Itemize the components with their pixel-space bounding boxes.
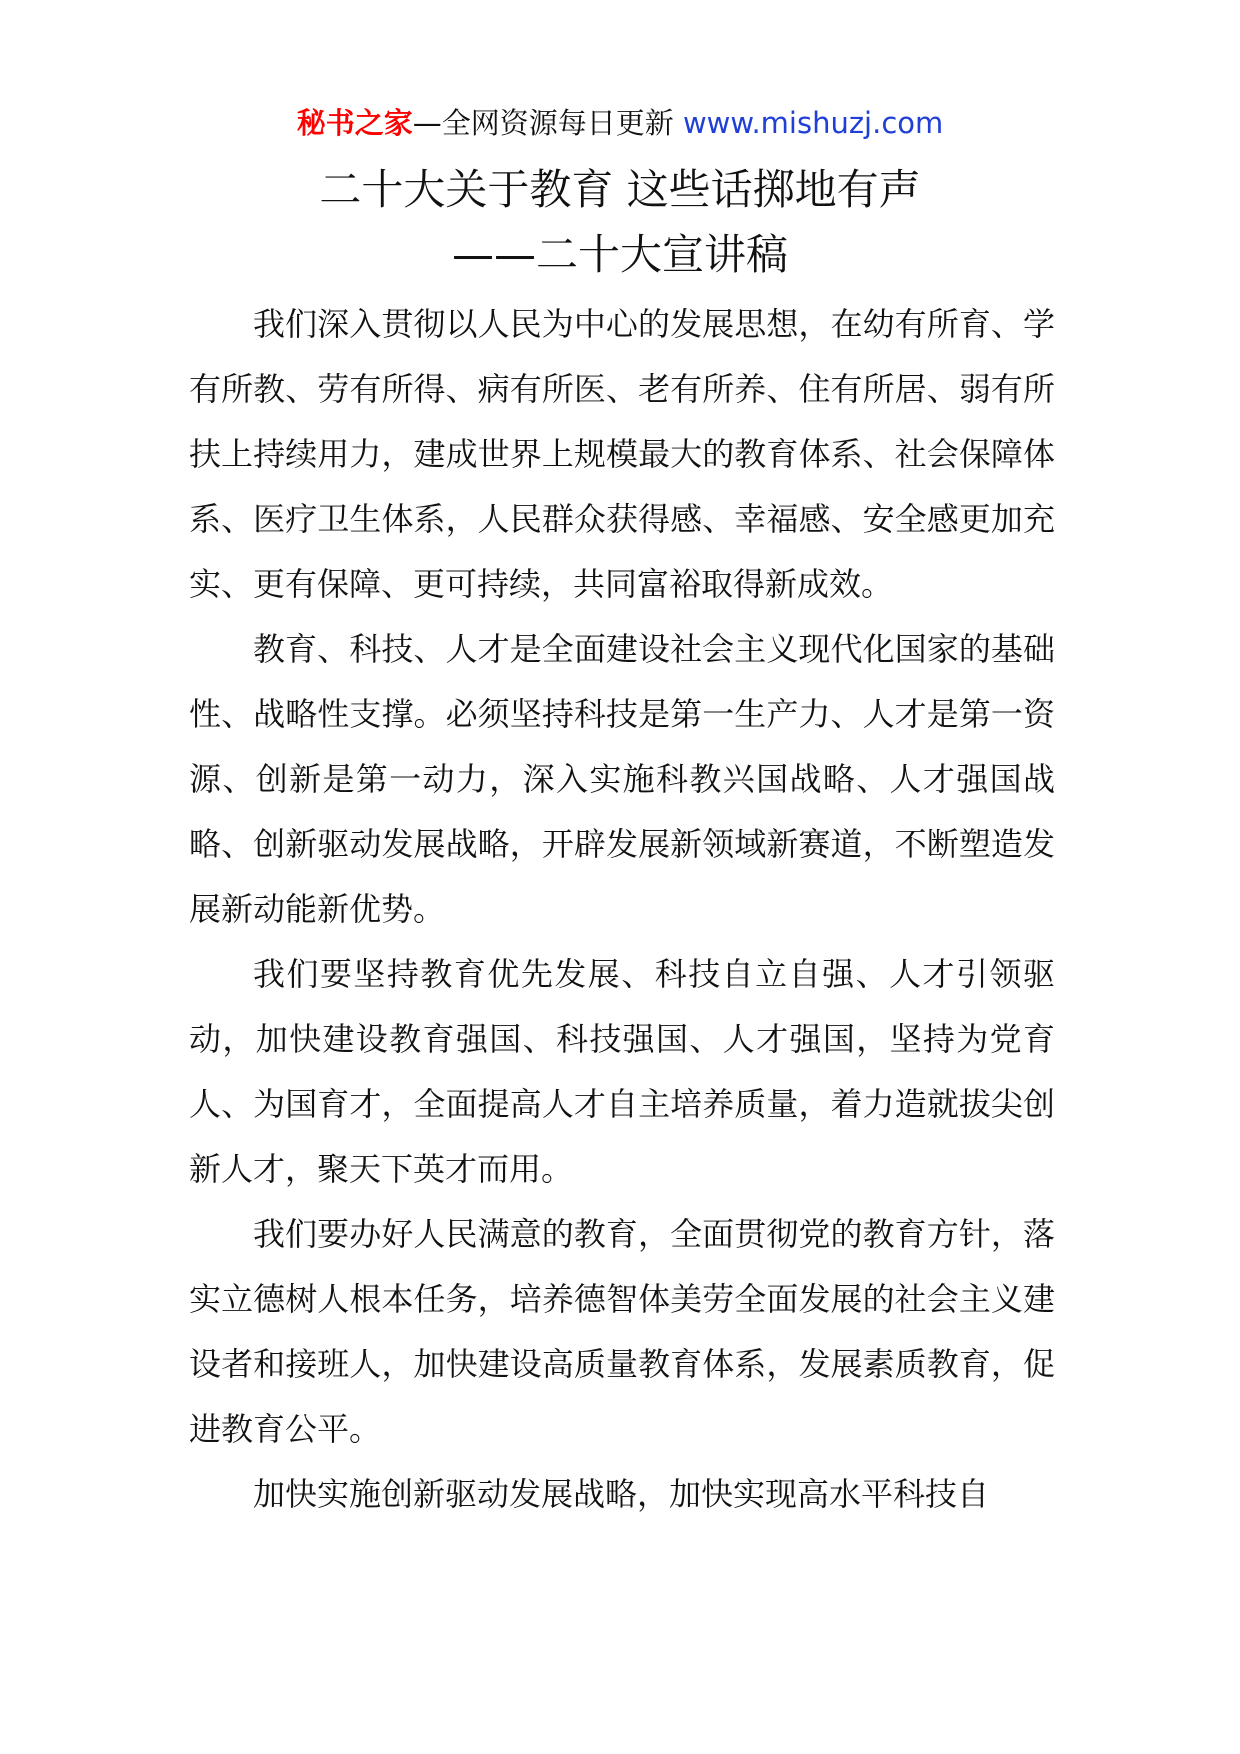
site-tagline: —全网资源每日更新 — [412, 106, 683, 140]
document-subtitle: ——二十大宣讲稿 — [451, 230, 788, 279]
paragraph-5: 加快实施创新驱动发展战略，加快实现高水平科技自 — [253, 1475, 990, 1513]
site-url-link[interactable]: www.mishuzj.com — [682, 106, 944, 140]
paragraph-1: 我们深入贯彻以人民为中心的发展思想，在幼有所育、学有所教、劳有所得、病有所医、老有所养、住有所居、弱有所扶上持续用力，建成世界上规模最大的教育体系、社会保障体系、医疗卫生体系，人民群众获得感、幸福感、安全感更加充实、更有保障、更可持续，共同富裕取得新成效。 — [189, 305, 1055, 603]
site-brand: 秘书之家 — [296, 106, 413, 140]
paragraph-2: 教育、科技、人才是全面建设社会主义现代化国家的基础性、战略性支撑。必须坚持科技是第一生产力、人才是第一资源、创新是第一动力，深入实施科教兴国战略、人才强国战略、创新驱动发展战略，开辟发展新领域新赛道，不断塑造发展新动能新优势。 — [189, 630, 1055, 928]
document-title: 二十大关于教育 这些话掷地有声 — [319, 165, 921, 214]
site-header — [0, 100, 1240, 146]
paragraph-3: 我们要坚持教育优先发展、科技自立自强、人才引领驱动，加快建设教育强国、科技强国、人才强国，坚持为党育人、为国育才，全面提高人才自主培养质量，着力造就拔尖创新人才，聚天下英才而用。 — [189, 955, 1055, 1188]
document-body — [189, 292, 1055, 1527]
paragraph-4: 我们要办好人民满意的教育，全面贯彻党的教育方针，落实立德树人根本任务，培养德智体美劳全面发展的社会主义建设者和接班人，加快建设高质量教育体系，发展素质教育，促进教育公平。 — [189, 1215, 1055, 1448]
